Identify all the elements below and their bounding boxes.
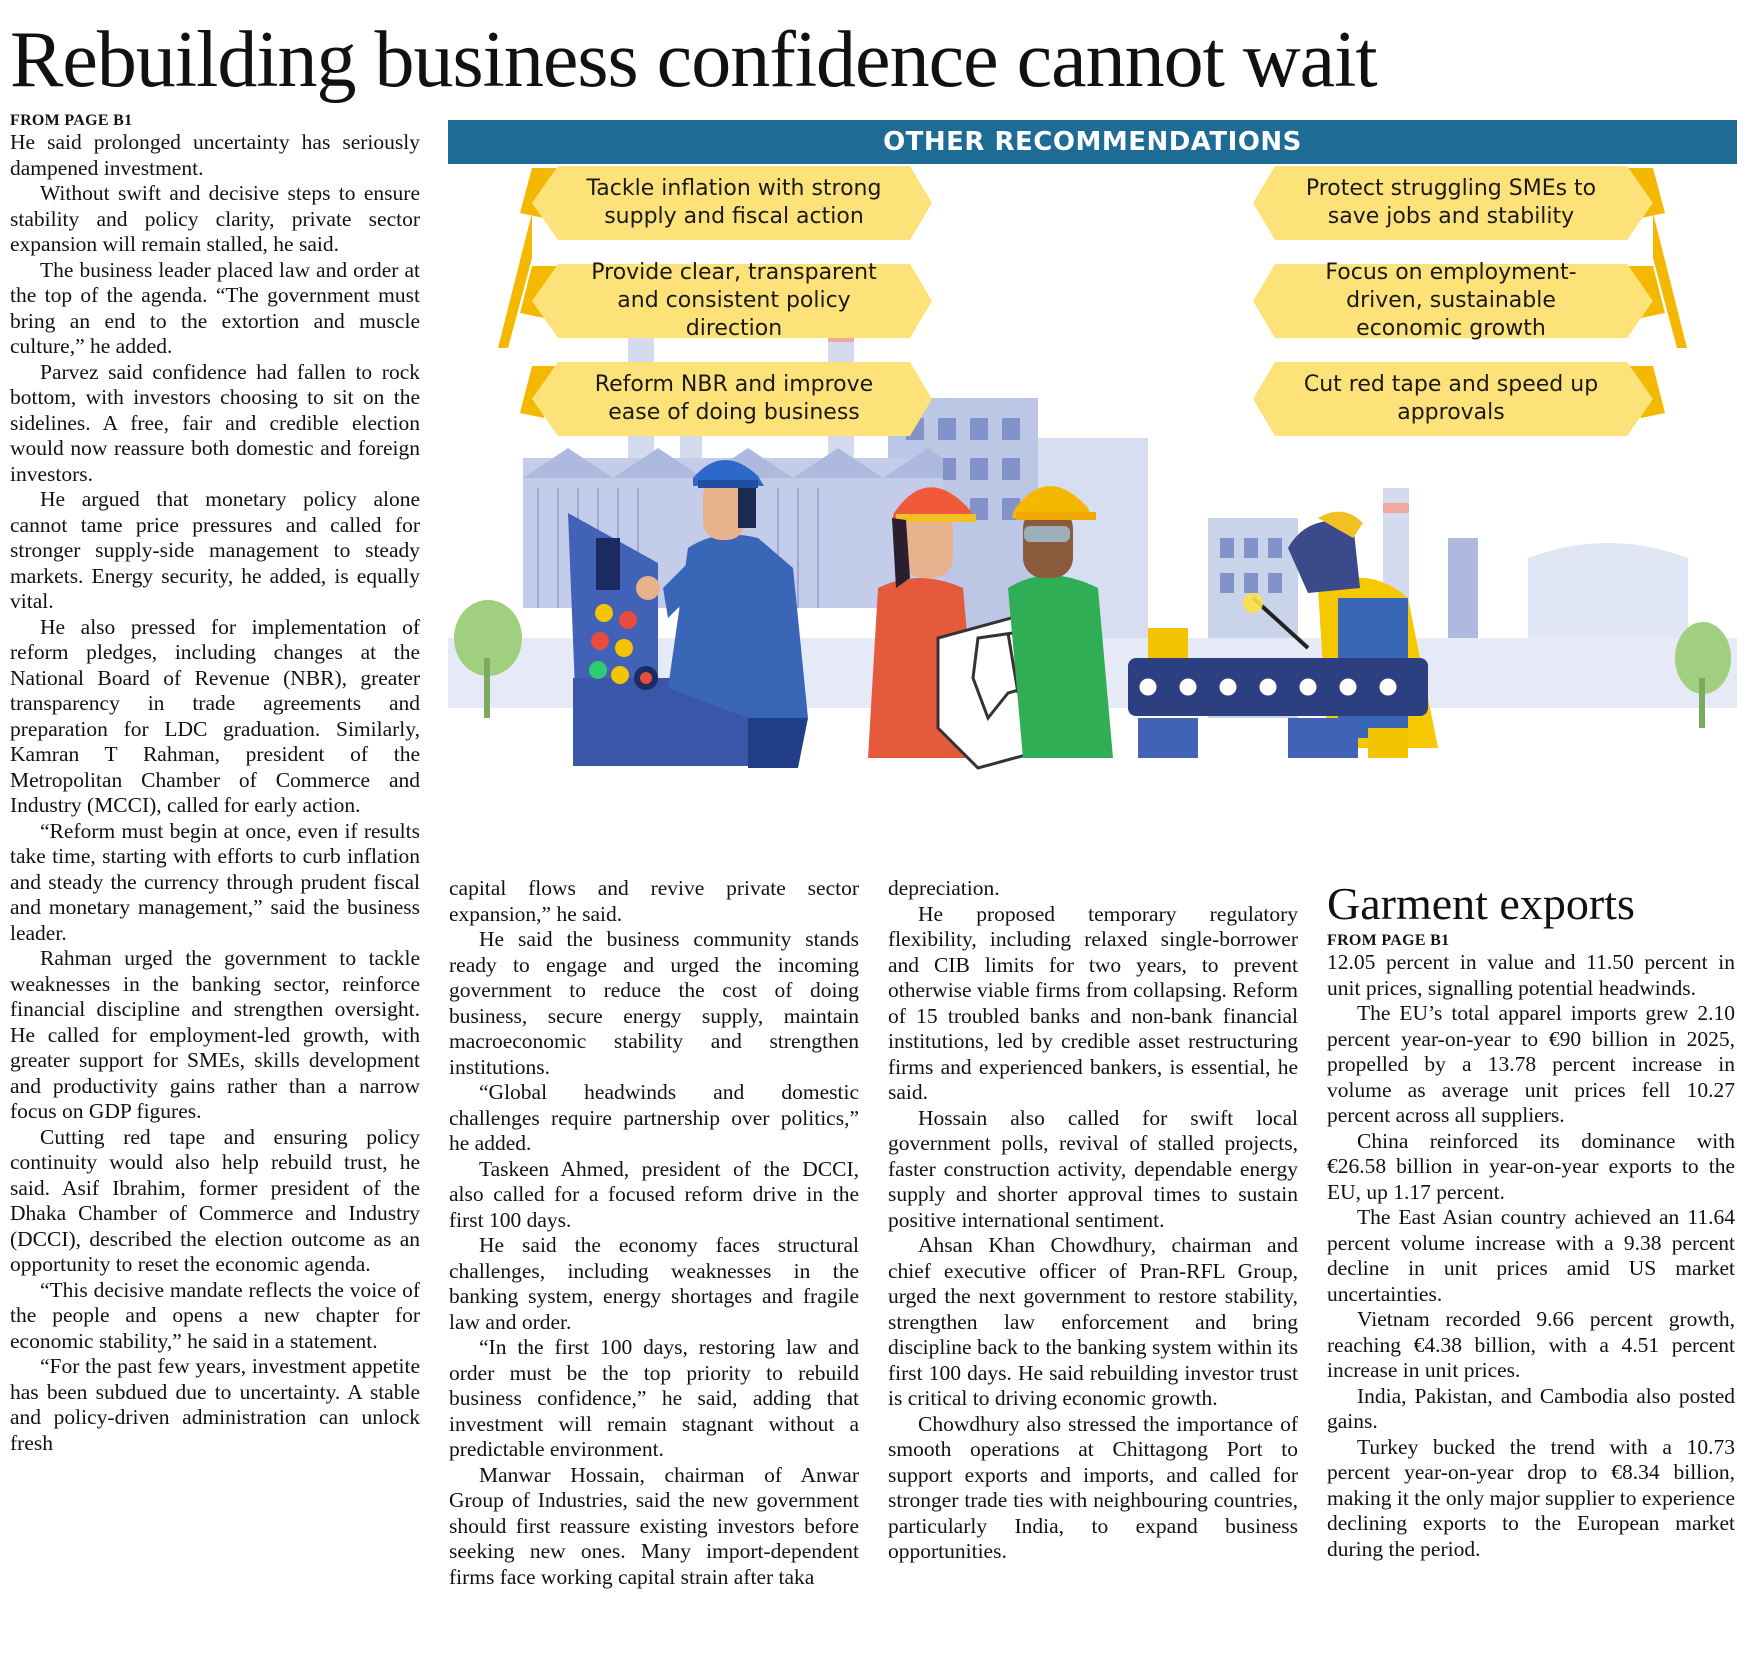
tree-right: [1675, 622, 1731, 728]
article-paragraph: He also pressed for implementation of reform pledges, including changes at the National Board of Revenue (NBR), greater transparency in trade agreements and preparation for LDC graduation. Similarly, Kamran T Rahman, president of the Metropolitan Chamber of Commerce and Industry (MCCI), called for early action.: [10, 614, 420, 817]
article-paragraph: He said prolonged uncertainty has seriously dampened investment.: [10, 130, 420, 180]
article-paragraph: The East Asian country achieved an 11.64 percent volume increase with a 9.38 percent decline in unit prices amid US market uncertainties.: [1327, 1205, 1735, 1306]
article-paragraph: The EU’s total apparel imports grew 2.10 percent year-on-year to €90 billion in 2025, propelled by a 13.78 percent increase in volume as average unit prices fell 10.27 percent across all suppliers.: [1327, 1001, 1735, 1127]
headline: Rebuilding business confidence cannot wait: [10, 16, 1377, 104]
article-paragraph: He argued that monetary policy alone cannot tame price pressures and called for stronger supply-side management to steady markets. Energy security, he added, is equally vital.: [10, 487, 420, 613]
article-paragraph: Rahman urged the government to tackle weaknesses in the banking sector, reinforce financial discipline and strengthen oversight. He called for employment-led growth, with greater support for SMEs, skills development and productivity gains rather than a narrow focus on GDP figures.: [10, 946, 420, 1123]
article-paragraph: “Reform must begin at once, even if results take time, starting with efforts to curb inflation and steady the currency through prudent fiscal and monetary management,” said the business leader.: [10, 818, 420, 945]
recommendation-inflation: Tackle inflation with strong supply and fiscal action: [586, 176, 882, 229]
article-paragraph: Ahsan Khan Chowdhury, chairman and chief executive officer of Pran-RFL Group, urged the next government to restore stability, strengthen law enforcement and bring discipline back to the banking system within its first 100 days. He said rebuilding investor trust is critical to driving economic growth.: [888, 1233, 1298, 1410]
article-paragraph: Parvez said confidence had fallen to rock bottom, with investors choosing to sit on the sidelines. A free, fair and credible election would now reassure both domestic and foreign investors.: [10, 359, 420, 486]
article-paragraph: Cutting red tape and ensuring policy continuity would also help rebuild trust, he said. Asif Ibrahim, former president of the Dhaka Chamber of Commerce and Industry (DCCI), described the election outcome as an opportunity to reset the economic agenda.: [10, 1124, 420, 1276]
article-paragraph: Without swift and decisive steps to ensure stability and policy clarity, private sector expansion will remain stalled, he said.: [10, 181, 420, 256]
garment-exports-title: Garment exports: [1327, 880, 1635, 929]
article-paragraph: Chowdhury also stressed the importance of smooth operations at Chittagong Port to support exports and imports, and called for stronger trade ties with neighbouring countries, particularly India, to expand business opportunities.: [888, 1411, 1298, 1563]
article-paragraph: depreciation.: [888, 876, 1000, 900]
recommendations-banner: OTHER RECOMMENDATIONS: [448, 120, 1737, 164]
article-paragraph: Hossain also called for swift local government polls, revival of stalled projects, faster construction activity, dependable energy supply and shorter approval times to sustain positive international sentiment.: [888, 1105, 1298, 1232]
article-paragraph: Manwar Hossain, chairman of Anwar Group of Industries, said the new government should first reassure existing investors before seeking new ones. Many import-dependent firms face working capital strain after taka: [449, 1462, 859, 1589]
article-paragraph: India, Pakistan, and Cambodia also posted gains.: [1327, 1383, 1735, 1433]
article-paragraph: China reinforced its dominance with €26.58 billion in year-on-year exports to the EU, up 1.17 percent.: [1327, 1128, 1735, 1204]
recommendations-infographic: [448, 118, 1737, 854]
article-column-2: [449, 876, 859, 1652]
article-paragraph: “In the first 100 days, restoring law and order must be the top priority to rebuild business confidence,” he said, adding that investment will remain stagnant without a predictable environment.: [449, 1335, 859, 1461]
article-paragraph: He said the business community stands ready to engage and urged the incoming government to reduce the cost of doing business, secure energy supply, maintain macroeconomic stability and strengthen institutions.: [449, 927, 859, 1079]
article-paragraph: capital flows and revive private sector expansion,” he said.: [449, 876, 859, 926]
article-paragraph: “For the past few years, investment appetite has been subdued due to uncertainty. A stable and policy-driven administration can unlock fresh: [10, 1354, 420, 1455]
article-paragraph: The business leader placed law and order at the top of the agenda. “The government must bring an end to the extortion and muscle culture,” he added.: [10, 257, 420, 358]
article-paragraph: Turkey bucked the trend with a 10.73 percent year-on-year drop to €8.34 billion, making it the only major supplier to experience declining exports to the European market during the period.: [1327, 1434, 1735, 1561]
garment-from-page-kicker: FROM PAGE B1: [1327, 932, 1450, 949]
article-paragraph: 12.05 percent in value and 11.50 percent in unit prices, signalling potential headwinds.: [1327, 950, 1735, 1000]
recommendation-policy-direction: Provide clear, transparent and consistent policy direction: [591, 260, 877, 341]
recommendation-nbr-reform: Reform NBR and improve ease of doing business: [594, 372, 874, 425]
article-paragraph: “Global headwinds and domestic challenges require partnership over politics,” he added.: [449, 1080, 859, 1155]
from-page-kicker: FROM PAGE B1: [10, 112, 133, 129]
article-paragraph: He proposed temporary regulatory flexibility, including relaxed single-borrower and CIB limits for two years, to prevent otherwise viable firms from collapsing. Reform of 15 troubled banks and non-bank financial institutions, led by credible asset restructuring firms and experienced bankers, is essential, he said.: [888, 901, 1298, 1104]
recommendation-red-tape: Cut red tape and speed up approvals: [1303, 372, 1599, 425]
article-paragraph: Taskeen Ahmed, president of the DCCI, also called for a focused reform drive in the first 100 days.: [449, 1156, 859, 1232]
recommendation-employment-growth: Focus on employment-driven, sustainable economic growth: [1325, 260, 1577, 341]
article-paragraph: “This decisive mandate reflects the voice of the people and opens a new chapter for economic stability,” he said in a statement.: [10, 1277, 420, 1353]
recommendation-protect-smes: Protect struggling SMEs to save jobs and stability: [1305, 176, 1597, 229]
article-paragraph: Vietnam recorded 9.66 percent growth, reaching €4.38 billion, with a 4.51 percent increase in unit prices.: [1327, 1307, 1735, 1382]
article-column-3: [888, 876, 1298, 1652]
article-paragraph: He said the economy faces structural challenges, including weaknesses in the banking system, energy shortages and fragile law and order.: [449, 1233, 859, 1334]
article-column-1: [10, 112, 420, 1652]
garment-exports-article: [1327, 880, 1735, 1652]
